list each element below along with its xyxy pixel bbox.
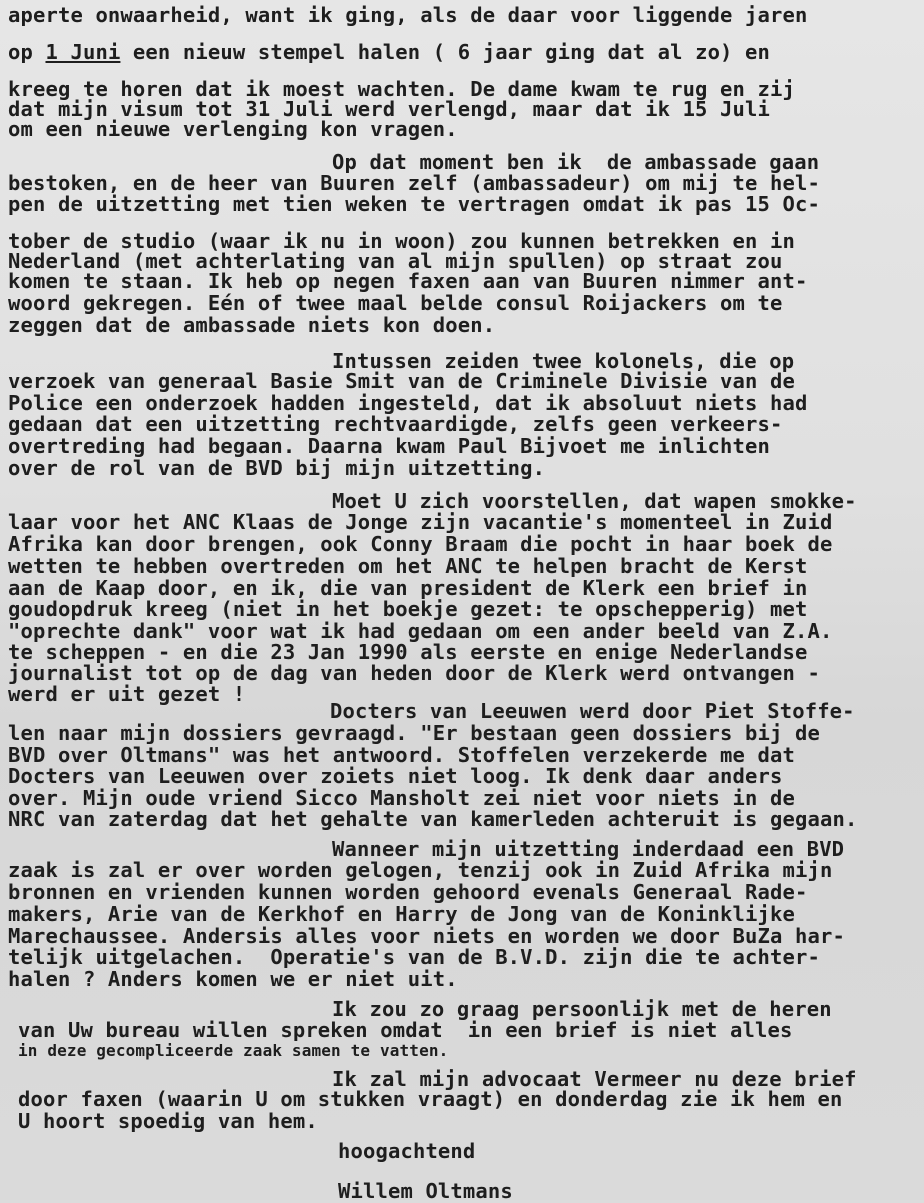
text-line: bestoken, en de heer van Buuren zelf (ambassadeur) om mij te hel- — [8, 171, 820, 195]
text-line: te scheppen - en die 23 Jan 1990 als eerste en enige Nederlandse — [8, 640, 808, 664]
text-line: telijk uitgelachen. Operatie's van de B.V.D. zijn die te achter- — [8, 945, 820, 969]
text-line: halen ? Anders komen we er niet uit. — [8, 967, 458, 991]
text-line: pen de uitzetting met tien weken te vertragen omdat ik pas 15 Oc- — [8, 192, 820, 216]
text-line: door faxen (waarin U om stukken vraagt) en donderdag zie ik hem en — [18, 1087, 843, 1111]
text-line: in deze gecompliceerde zaak samen te vatten. — [18, 1041, 449, 1060]
text-line: Intussen zeiden twee kolonels, die op — [332, 349, 795, 373]
text-line: journalist tot op de dag van heden door de Klerk werd ontvangen - — [8, 661, 820, 685]
text-line: Marechaussee. Andersis alles voor niets en worden we door BuZa har- — [8, 924, 845, 948]
text-line: om een nieuwe verlenging kon vragen. — [8, 117, 458, 141]
text-line: bronnen en vrienden kunnen worden gehoord evenals Generaal Rade- — [8, 880, 808, 904]
text-line: over. Mijn oude vriend Sicco Mansholt zei niet voor niets in de — [8, 786, 795, 810]
text-line: van Uw bureau willen spreken omdat in een brief is niet alles — [18, 1018, 793, 1042]
text-line: gedaan dat een uitzetting rechtvaardigde, zelfs geen verkeers- — [8, 412, 783, 436]
text-line: overtreding had begaan. Daarna kwam Paul Bijvoet me inlichten — [8, 434, 771, 458]
closing-salutation: hoogachtend — [338, 1139, 476, 1163]
text-line: zeggen dat de ambassade niets kon doen. — [8, 313, 496, 337]
text-line: U hoort spoedig van hem. — [18, 1109, 318, 1133]
text-line: Ik zal mijn advocaat Vermeer nu deze brief — [332, 1067, 857, 1091]
text-line: Afrika kan door brengen, ook Conny Braam die pocht in haar boek de — [8, 532, 833, 556]
text-line: Wanneer mijn uitzetting inderdaad een BVD — [332, 837, 845, 861]
text-fragment: een nieuw stempel halen ( 6 jaar ging dat al zo) en — [120, 40, 771, 64]
text-line: len naar mijn dossiers gevraagd. "Er bestaan geen dossiers bij de — [8, 721, 820, 745]
text-line: tober de studio (waar ik nu in woon) zou kunnen betrekken en in — [8, 229, 795, 253]
text-line: wetten te hebben overtreden om het ANC te helpen bracht de Kerst — [8, 554, 808, 578]
text-line: Police een onderzoek hadden ingesteld, dat ik absoluut niets had — [8, 391, 808, 415]
text-line: NRC van zaterdag dat het gehalte van kamerleden achteruit is gegaan. — [8, 807, 858, 831]
text-line: Docters van Leeuwen werd door Piet Stoffe- — [330, 699, 855, 723]
text-line: Ik zou zo graag persoonlijk met de heren — [332, 997, 832, 1021]
text-line: zaak is zal er over worden gelogen, tenzij ook in Zuid Afrika mijn — [8, 858, 833, 882]
underlined-date: 1 Juni — [45, 40, 121, 64]
text-line: laar voor het ANC Klaas de Jonge zijn vacantie's momenteel in Zuid — [8, 510, 833, 534]
text-line: werd er uit gezet ! — [8, 682, 246, 706]
text-line: over de rol van de BVD bij mijn uitzetting. — [8, 456, 546, 480]
text-line: dat mijn visum tot 31 Juli werd verlengd, maar dat ik 15 Juli — [8, 97, 771, 121]
text-line: verzoek van generaal Basie Smit van de Criminele Divisie van de — [8, 369, 795, 393]
text-line: aan de Kaap door, en ik, die van president de Klerk een brief in — [8, 576, 808, 600]
signature-name: Willem Oltmans — [338, 1179, 513, 1203]
text-line — [8, 41, 770, 63]
text-line: "oprechte dank" voor wat ik had gedaan om een ander beeld van Z.A. — [8, 619, 833, 643]
text-line: Op dat moment ben ik de ambassade gaan — [332, 150, 820, 174]
text-line: BVD over Oltmans" was het antwoord. Stoffelen verzekerde me dat — [8, 743, 795, 767]
text-line: makers, Arie van de Kerkhof en Harry de Jong van de Koninklijke — [8, 902, 795, 926]
text-line: Nederland (met achterlating van al mijn spullen) op straat zou — [8, 249, 783, 273]
text-line: Moet U zich voorstellen, dat wapen smokke- — [332, 489, 857, 513]
text-line: kreeg te horen dat ik moest wachten. De dame kwam te rug en zij — [8, 77, 795, 101]
text-line: aperte onwaarheid, want ik ging, als de daar voor liggende jaren — [8, 3, 808, 27]
text-line: woord gekregen. Eén of twee maal belde consul Roijackers om te — [8, 291, 783, 315]
text-fragment: op — [8, 40, 46, 64]
text-line: Docters van Leeuwen over zoiets niet loog. Ik denk daar anders — [8, 764, 783, 788]
text-line: komen te staan. Ik heb op negen faxen aan van Buuren nimmer ant- — [8, 269, 808, 293]
text-line: goudopdruk kreeg (niet in het boekje gezet: te opschepperig) met — [8, 597, 808, 621]
